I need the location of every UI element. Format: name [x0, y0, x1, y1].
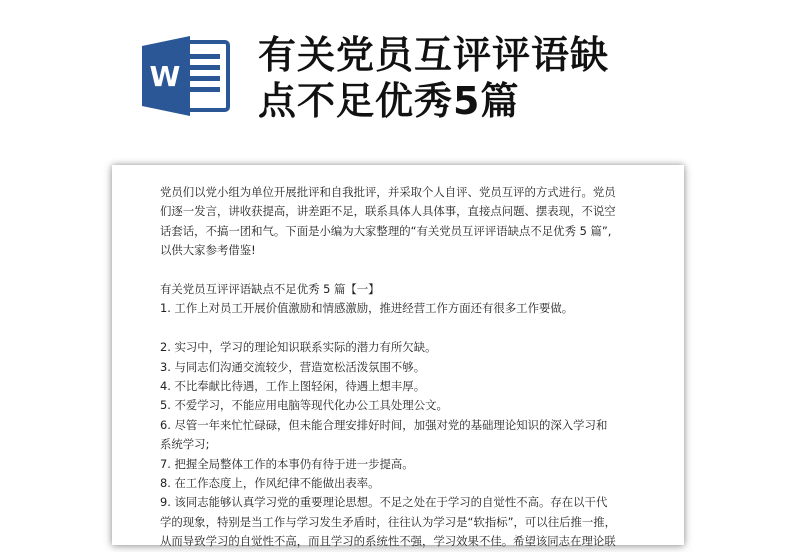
word-document-icon	[138, 34, 234, 118]
paragraph-gap	[160, 261, 640, 280]
word-icon-letter: W	[149, 60, 181, 93]
list-item: 系统学习;	[160, 437, 210, 452]
intro-line: 党员们以党小组为单位开展批评和自我批评，并采取个人自评、党员互评的方式进行。党员	[160, 185, 616, 199]
list-item: 8. 在工作态度上，作风纪律不能做出表率。	[160, 476, 380, 491]
section-heading: 有关党员互评评语缺点不足优秀 5 篇【一】	[160, 282, 380, 297]
list-item: 4. 不比奉献比待遇，工作上图轻闲，待遇上想丰厚。	[160, 379, 426, 394]
paragraph-gap	[160, 319, 640, 338]
intro-line: 以供大家参考借鉴!	[160, 243, 256, 258]
page-title	[258, 32, 718, 124]
list-item: 6. 尽管一年来忙忙碌碌，但未能合理安排好时间，加强对党的基础理论知识的深入学习和	[160, 417, 608, 432]
title-line-1: 有关党员互评评语缺	[258, 33, 610, 77]
list-item: 7. 把握全局整体工作的本事仍有待于进一步提高。	[160, 456, 414, 471]
intro-line: 们逐一发言，讲收获提高，讲差距不足，联系具体人具体事，直接点问题、摆表现，不说空	[160, 204, 616, 219]
list-item: 5. 不爱学习，不能应用电脑等现代化办公工具处理公文。	[160, 398, 448, 413]
list-item: 3. 与同志们沟通交流较少，营造宽松活泼氛围不够。	[160, 359, 426, 374]
list-item: 学的现象，特别是当工作与学习发生矛盾时，往往认为学习是“软指标”，可以往后推一推，	[160, 514, 617, 529]
title-line-2: 点不足优秀5篇	[258, 79, 520, 123]
list-item: 从而导致学习的自觉性不高，而且学习的系统性不强，学习效果不佳。希望该同志在理论联	[160, 534, 616, 549]
list-item: 1. 工作上对员工开展价值激励和情感激励，推进经营工作方面还有很多工作要做。	[160, 301, 574, 316]
document-body	[160, 183, 640, 552]
list-item: 2. 实习中，学习的理论知识联系实际的潜力有所欠缺。	[160, 340, 437, 355]
intro-line: 话套话，不搞一团和气。下面是小编为大家整理的“有关党员互评评语缺点不足优秀 5 篇”,	[160, 223, 612, 238]
page-header	[0, 0, 800, 150]
list-item: 9. 该同志能够认真学习党的重要理论思想。不足之处在于学习的自觉性不高。存在以干代	[160, 495, 608, 510]
